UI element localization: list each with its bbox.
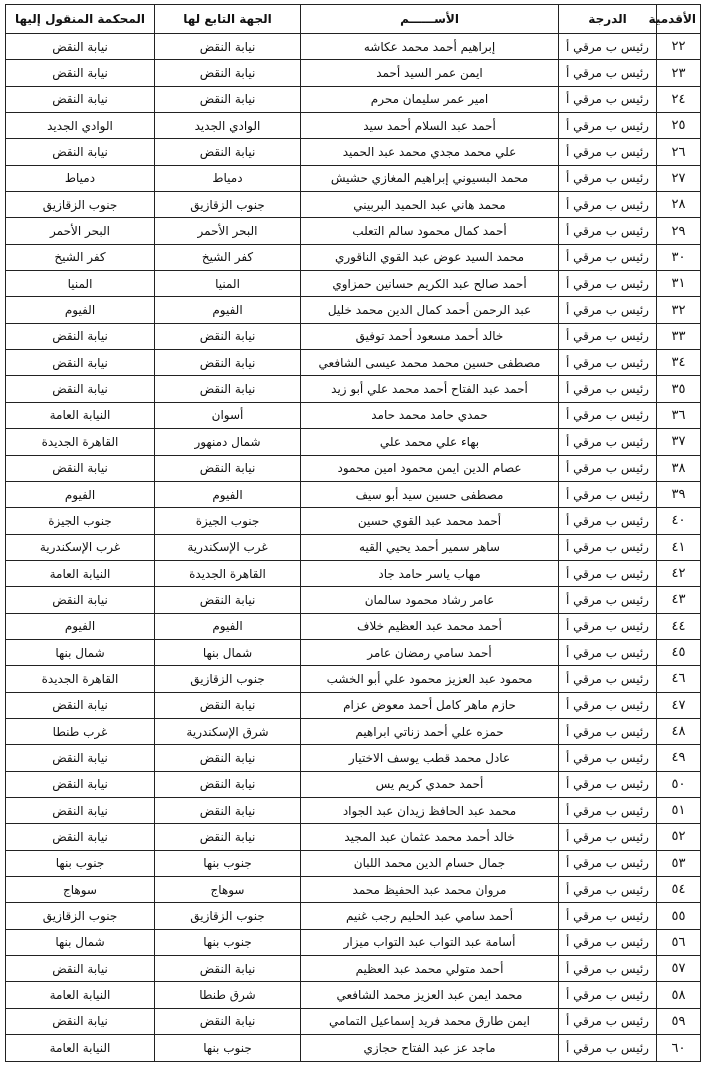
table-row <box>6 60 701 86</box>
cell-origin: الفيوم <box>155 297 301 323</box>
table-row <box>6 903 701 929</box>
cell-seniority: ٢٧ <box>657 165 701 191</box>
table-row <box>6 218 701 244</box>
cell-origin: نيابة النقض <box>155 956 301 982</box>
cell-seniority: ٤٤ <box>657 613 701 639</box>
cell-court: شمال بنها <box>6 639 155 665</box>
cell-name: محمد هاني عبد الحميد البربيني <box>301 192 559 218</box>
table-row <box>6 666 701 692</box>
table-row <box>6 587 701 613</box>
table-row <box>6 455 701 481</box>
cell-seniority: ٢٨ <box>657 192 701 218</box>
cell-court: المنيا <box>6 271 155 297</box>
cell-origin: سوهاج <box>155 877 301 903</box>
cell-name: حازم ماهر كامل أحمد معوض عزام <box>301 692 559 718</box>
cell-origin: جنوب الزقازيق <box>155 666 301 692</box>
table-row <box>6 192 701 218</box>
cell-origin: جنوب بنها <box>155 850 301 876</box>
cell-grade: رئيس ب مرقي أ <box>559 481 657 507</box>
cell-seniority: ٣٨ <box>657 455 701 481</box>
cell-court: جنوب بنها <box>6 850 155 876</box>
cell-origin: البحر الأحمر <box>155 218 301 244</box>
cell-court: نيابة النقض <box>6 86 155 112</box>
table-row <box>6 165 701 191</box>
cell-origin: جنوب بنها <box>155 929 301 955</box>
cell-court: غرب طنطا <box>6 718 155 744</box>
cell-name: ماجد عز عبد الفتاح حجازي <box>301 1035 559 1062</box>
cell-name: أحمد سامي رمضان عامر <box>301 639 559 665</box>
cell-seniority: ٥٣ <box>657 850 701 876</box>
table-row <box>6 139 701 165</box>
cell-name: محمد عبد الحافظ زيدان عبد الجواد <box>301 797 559 823</box>
cell-court: نيابة النقض <box>6 956 155 982</box>
cell-name: إبراهيم أحمد محمد عكاشه <box>301 34 559 60</box>
cell-court: غرب الإسكندرية <box>6 534 155 560</box>
cell-grade: رئيس ب مرقي أ <box>559 165 657 191</box>
cell-court: نيابة النقض <box>6 34 155 60</box>
cell-seniority: ٥٩ <box>657 1008 701 1034</box>
cell-seniority: ٣٣ <box>657 323 701 349</box>
cell-seniority: ٥٠ <box>657 771 701 797</box>
cell-grade: رئيس ب مرقي أ <box>559 1008 657 1034</box>
cell-name: بهاء علي محمد علي <box>301 429 559 455</box>
table-row <box>6 376 701 402</box>
cell-court: نيابة النقض <box>6 350 155 376</box>
cell-origin: نيابة النقض <box>155 350 301 376</box>
cell-grade: رئيس ب مرقي أ <box>559 139 657 165</box>
table-row <box>6 956 701 982</box>
table-row <box>6 323 701 349</box>
cell-court: نيابة النقض <box>6 587 155 613</box>
table-row <box>6 982 701 1008</box>
cell-grade: رئيس ب مرقي أ <box>559 218 657 244</box>
cell-name: مهاب ياسر حامد جاد <box>301 560 559 586</box>
cell-origin: كفر الشيخ <box>155 244 301 270</box>
cell-seniority: ٣٦ <box>657 402 701 428</box>
cell-origin: شرق الإسكندرية <box>155 718 301 744</box>
table-row <box>6 402 701 428</box>
cell-name: مروان محمد عبد الحفيظ محمد <box>301 877 559 903</box>
table-row <box>6 929 701 955</box>
cell-court: كفر الشيخ <box>6 244 155 270</box>
cell-origin: نيابة النقض <box>155 797 301 823</box>
cell-grade: رئيس ب مرقي أ <box>559 877 657 903</box>
cell-seniority: ٢٤ <box>657 86 701 112</box>
cell-name: امير عمر سليمان محرم <box>301 86 559 112</box>
cell-origin: نيابة النقض <box>155 323 301 349</box>
cell-court: نيابة النقض <box>6 797 155 823</box>
cell-grade: رئيس ب مرقي أ <box>559 797 657 823</box>
cell-origin: نيابة النقض <box>155 60 301 86</box>
cell-court: نيابة النقض <box>6 60 155 86</box>
cell-seniority: ٣٥ <box>657 376 701 402</box>
cell-name: أحمد صالح عبد الكريم حسانين حمزاوي <box>301 271 559 297</box>
cell-grade: رئيس ب مرقي أ <box>559 824 657 850</box>
table-header-row <box>6 5 701 34</box>
table-row <box>6 824 701 850</box>
cell-grade: رئيس ب مرقي أ <box>559 534 657 560</box>
cell-name: محمد البسيوني إبراهيم المغازي حشيش <box>301 165 559 191</box>
cell-grade: رئيس ب مرقي أ <box>559 639 657 665</box>
table-row <box>6 745 701 771</box>
cell-origin: المنيا <box>155 271 301 297</box>
cell-grade: رئيس ب مرقي أ <box>559 956 657 982</box>
cell-grade: رئيس ب مرقي أ <box>559 692 657 718</box>
cell-court: نيابة النقض <box>6 745 155 771</box>
cell-name: ايمن طارق محمد فريد إسماعيل التمامي <box>301 1008 559 1034</box>
cell-name: عامر رشاد محمود سالمان <box>301 587 559 613</box>
cell-name: أحمد متولي محمد عبد العظيم <box>301 956 559 982</box>
header-grade: الدرجة <box>559 5 657 34</box>
cell-origin: الفيوم <box>155 481 301 507</box>
cell-court: النيابة العامة <box>6 1035 155 1062</box>
table-row <box>6 244 701 270</box>
cell-seniority: ٤٦ <box>657 666 701 692</box>
cell-court: الوادي الجديد <box>6 113 155 139</box>
header-origin: الجهة التابع لها <box>155 5 301 34</box>
cell-grade: رئيس ب مرقي أ <box>559 86 657 112</box>
cell-origin: أسوان <box>155 402 301 428</box>
cell-origin: جنوب الزقازيق <box>155 903 301 929</box>
cell-court: نيابة النقض <box>6 1008 155 1034</box>
cell-grade: رئيس ب مرقي أ <box>559 376 657 402</box>
cell-seniority: ٥١ <box>657 797 701 823</box>
cell-grade: رئيس ب مرقي أ <box>559 402 657 428</box>
cell-seniority: ٢٣ <box>657 60 701 86</box>
table-row <box>6 797 701 823</box>
cell-name: محمد السيد عوض عبد القوي الناقوري <box>301 244 559 270</box>
cell-court: جنوب الزقازيق <box>6 903 155 929</box>
cell-court: جنوب الزقازيق <box>6 192 155 218</box>
cell-court: نيابة النقض <box>6 376 155 402</box>
cell-origin: نيابة النقض <box>155 692 301 718</box>
cell-seniority: ٤٧ <box>657 692 701 718</box>
cell-court: جنوب الجيزة <box>6 508 155 534</box>
cell-name: مصطفى حسين محمد محمد عيسى الشافعي <box>301 350 559 376</box>
cell-origin: نيابة النقض <box>155 587 301 613</box>
table-row <box>6 34 701 60</box>
cell-grade: رئيس ب مرقي أ <box>559 666 657 692</box>
cell-name: حمدي حامد محمد حامد <box>301 402 559 428</box>
cell-court: نيابة النقض <box>6 139 155 165</box>
cell-seniority: ٥٢ <box>657 824 701 850</box>
cell-name: عادل محمد قطب يوسف الاختيار <box>301 745 559 771</box>
table-row <box>6 639 701 665</box>
cell-seniority: ٢٦ <box>657 139 701 165</box>
cell-grade: رئيس ب مرقي أ <box>559 560 657 586</box>
cell-grade: رئيس ب مرقي أ <box>559 455 657 481</box>
cell-court: نيابة النقض <box>6 692 155 718</box>
table-row <box>6 86 701 112</box>
cell-grade: رئيس ب مرقي أ <box>559 60 657 86</box>
cell-court: البحر الأحمر <box>6 218 155 244</box>
table-row <box>6 718 701 744</box>
cell-name: جمال حسام الدين محمد اللبان <box>301 850 559 876</box>
cell-origin: نيابة النقض <box>155 376 301 402</box>
cell-court: نيابة النقض <box>6 771 155 797</box>
cell-origin: نيابة النقض <box>155 34 301 60</box>
table-row <box>6 429 701 455</box>
cell-seniority: ٦٠ <box>657 1035 701 1062</box>
cell-court: شمال بنها <box>6 929 155 955</box>
cell-seniority: ٢٢ <box>657 34 701 60</box>
table-row <box>6 508 701 534</box>
cell-seniority: ٣٠ <box>657 244 701 270</box>
cell-origin: القاهرة الجديدة <box>155 560 301 586</box>
cell-name: ساهر سمير أحمد يحيي القيه <box>301 534 559 560</box>
table-row <box>6 560 701 586</box>
cell-name: أحمد كمال محمود سالم التعلب <box>301 218 559 244</box>
cell-court: دمياط <box>6 165 155 191</box>
cell-seniority: ٥٥ <box>657 903 701 929</box>
table-row <box>6 297 701 323</box>
cell-seniority: ٤٥ <box>657 639 701 665</box>
cell-origin: نيابة النقض <box>155 455 301 481</box>
header-court: المحكمة المنقول إليها <box>6 5 155 34</box>
cell-grade: رئيس ب مرقي أ <box>559 613 657 639</box>
cell-grade: رئيس ب مرقي أ <box>559 718 657 744</box>
cell-name: محمود عبد العزيز محمود علي أبو الخشب <box>301 666 559 692</box>
cell-name: أحمد عبد السلام أحمد سيد <box>301 113 559 139</box>
cell-court: نيابة النقض <box>6 455 155 481</box>
cell-court: الفيوم <box>6 613 155 639</box>
cell-seniority: ٣٩ <box>657 481 701 507</box>
cell-origin: شرق طنطا <box>155 982 301 1008</box>
cell-grade: رئيس ب مرقي أ <box>559 323 657 349</box>
cell-origin: شمال بنها <box>155 639 301 665</box>
table-row <box>6 350 701 376</box>
table-row <box>6 1035 701 1062</box>
table-row <box>6 271 701 297</box>
cell-grade: رئيس ب مرقي أ <box>559 297 657 323</box>
cell-origin: الفيوم <box>155 613 301 639</box>
cell-name: علي محمد مجدي محمد عبد الحميد <box>301 139 559 165</box>
cell-grade: رئيس ب مرقي أ <box>559 982 657 1008</box>
cell-origin: دمياط <box>155 165 301 191</box>
cell-name: خالد أحمد مسعود أحمد توفيق <box>301 323 559 349</box>
cell-origin: نيابة النقض <box>155 745 301 771</box>
cell-origin: نيابة النقض <box>155 139 301 165</box>
cell-name: محمد ايمن عبد العزيز محمد الشافعي <box>301 982 559 1008</box>
cell-origin: غرب الإسكندرية <box>155 534 301 560</box>
cell-court: النيابة العامة <box>6 982 155 1008</box>
table-row <box>6 850 701 876</box>
cell-origin: نيابة النقض <box>155 824 301 850</box>
cell-grade: رئيس ب مرقي أ <box>559 429 657 455</box>
cell-name: خالد أحمد محمد عثمان عبد المجيد <box>301 824 559 850</box>
cell-name: ايمن عمر السيد أحمد <box>301 60 559 86</box>
cell-grade: رئيس ب مرقي أ <box>559 587 657 613</box>
cell-court: الفيوم <box>6 297 155 323</box>
cell-grade: رئيس ب مرقي أ <box>559 903 657 929</box>
cell-seniority: ٣٧ <box>657 429 701 455</box>
cell-court: نيابة النقض <box>6 824 155 850</box>
cell-court: الفيوم <box>6 481 155 507</box>
cell-origin: نيابة النقض <box>155 86 301 112</box>
cell-grade: رئيس ب مرقي أ <box>559 850 657 876</box>
cell-name: أسامة عبد التواب عبد التواب ميزار <box>301 929 559 955</box>
cell-seniority: ٤٢ <box>657 560 701 586</box>
cell-grade: رئيس ب مرقي أ <box>559 34 657 60</box>
cell-name: حمزه علي أحمد زناتي ابراهيم <box>301 718 559 744</box>
cell-grade: رئيس ب مرقي أ <box>559 745 657 771</box>
table-row <box>6 692 701 718</box>
table-row <box>6 613 701 639</box>
cell-name: أحمد عبد الفتاح أحمد محمد علي أبو زيد <box>301 376 559 402</box>
cell-origin: جنوب الزقازيق <box>155 192 301 218</box>
cell-seniority: ٤٠ <box>657 508 701 534</box>
cell-grade: رئيس ب مرقي أ <box>559 271 657 297</box>
cell-origin: الوادي الجديد <box>155 113 301 139</box>
cell-seniority: ٢٥ <box>657 113 701 139</box>
cell-seniority: ٥٤ <box>657 877 701 903</box>
table-row <box>6 534 701 560</box>
cell-court: نيابة النقض <box>6 323 155 349</box>
cell-court: القاهرة الجديدة <box>6 666 155 692</box>
cell-court: النيابة العامة <box>6 560 155 586</box>
cell-seniority: ٣٤ <box>657 350 701 376</box>
cell-grade: رئيس ب مرقي أ <box>559 929 657 955</box>
cell-seniority: ٢٩ <box>657 218 701 244</box>
cell-grade: رئيس ب مرقي أ <box>559 508 657 534</box>
cell-seniority: ٥٨ <box>657 982 701 1008</box>
cell-court: النيابة العامة <box>6 402 155 428</box>
cell-seniority: ٤٨ <box>657 718 701 744</box>
cell-name: عبد الرحمن أحمد كمال الدين محمد خليل <box>301 297 559 323</box>
cell-court: سوهاج <box>6 877 155 903</box>
transfer-table <box>5 4 701 1062</box>
cell-name: عصام الدين ايمن محمود امين محمود <box>301 455 559 481</box>
cell-origin: نيابة النقض <box>155 771 301 797</box>
table-row <box>6 877 701 903</box>
cell-grade: رئيس ب مرقي أ <box>559 244 657 270</box>
cell-grade: رئيس ب مرقي أ <box>559 350 657 376</box>
cell-seniority: ٤٩ <box>657 745 701 771</box>
table-row <box>6 1008 701 1034</box>
table-row <box>6 113 701 139</box>
cell-grade: رئيس ب مرقي أ <box>559 192 657 218</box>
cell-grade: رئيس ب مرقي أ <box>559 113 657 139</box>
cell-origin: شمال دمنهور <box>155 429 301 455</box>
table-row <box>6 481 701 507</box>
cell-name: مصطفى حسين سيد أبو سيف <box>301 481 559 507</box>
cell-name: أحمد سامي عبد الحليم رجب غنيم <box>301 903 559 929</box>
cell-origin: نيابة النقض <box>155 1008 301 1034</box>
cell-seniority: ٤١ <box>657 534 701 560</box>
cell-name: أحمد حمدي كريم يس <box>301 771 559 797</box>
cell-seniority: ٤٣ <box>657 587 701 613</box>
cell-name: أحمد محمد عبد القوي حسين <box>301 508 559 534</box>
header-name: الأســــــم <box>301 5 559 34</box>
cell-grade: رئيس ب مرقي أ <box>559 1035 657 1062</box>
cell-seniority: ٣١ <box>657 271 701 297</box>
cell-court: القاهرة الجديدة <box>6 429 155 455</box>
cell-name: أحمد محمد عبد العظيم خلاف <box>301 613 559 639</box>
cell-origin: جنوب بنها <box>155 1035 301 1062</box>
cell-seniority: ٥٧ <box>657 956 701 982</box>
cell-seniority: ٣٢ <box>657 297 701 323</box>
table-row <box>6 771 701 797</box>
cell-grade: رئيس ب مرقي أ <box>559 771 657 797</box>
header-seniority: الأقدمية <box>657 5 701 34</box>
cell-seniority: ٥٦ <box>657 929 701 955</box>
cell-origin: جنوب الجيزة <box>155 508 301 534</box>
